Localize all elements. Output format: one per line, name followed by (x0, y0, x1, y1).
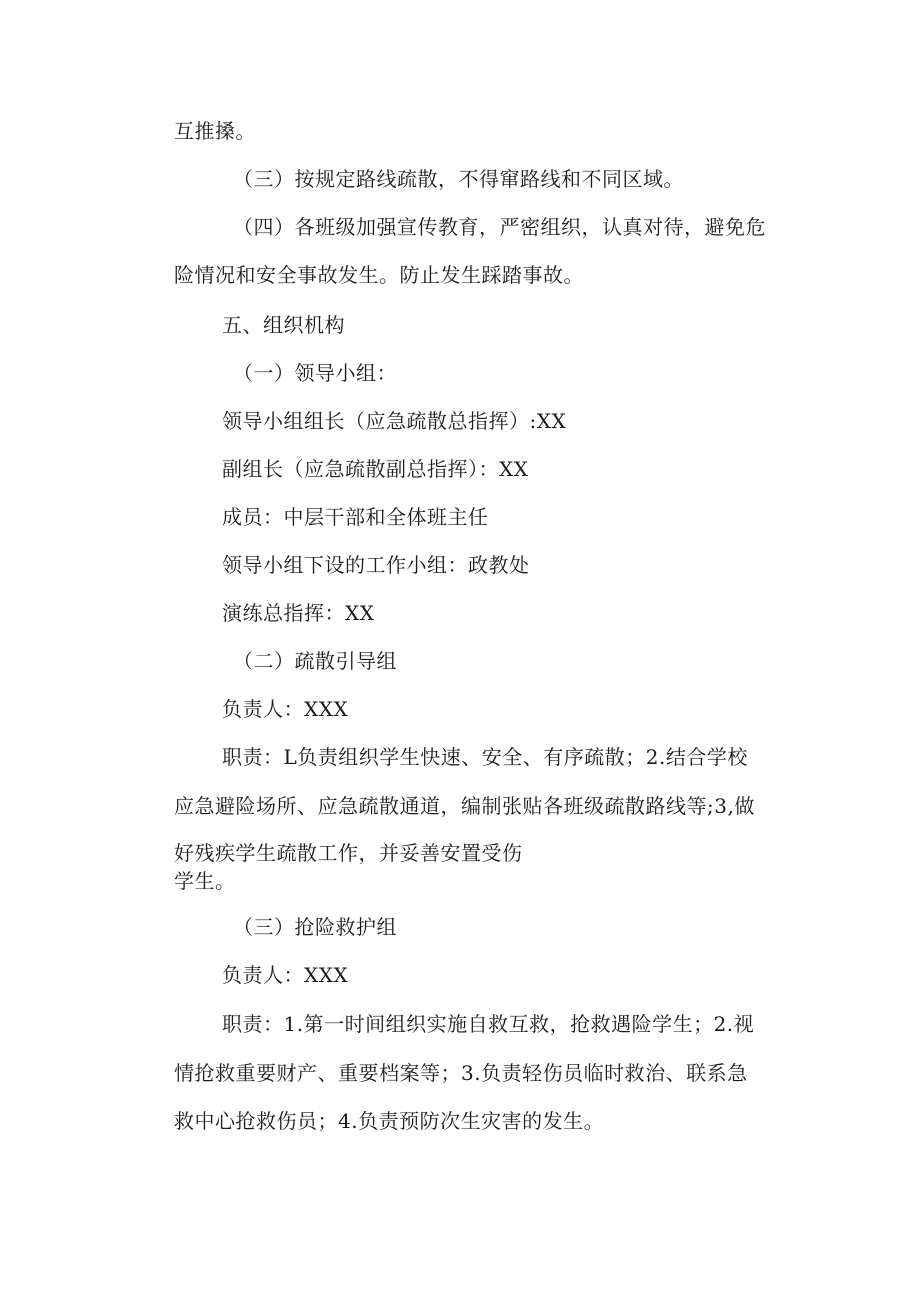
text-line-9: 成员：中层干部和全体班主任 (222, 505, 489, 529)
text-line-19: 负责人：XXX (222, 963, 349, 987)
text-line-20: 职责：1.第一时间组织实施自救互救，抢救遇险学生；2.视 (222, 1012, 755, 1036)
text-line-3: （四）各班级加强宣传教育，严密组织，认真对待，避免危 (233, 215, 766, 239)
subsection-heading-3: （三）抢险救护组 (233, 915, 397, 939)
text-line-4: 险情况和安全事故发生。防止发生踩踏事故。 (174, 263, 584, 287)
text-line-17: 学生。 (174, 869, 236, 893)
subsection-heading-1: （一）领导小组： (233, 361, 397, 385)
text-line-7: 领导小组组长（应急疏散总指挥）:XX (222, 409, 567, 433)
text-line-16: 好残疾学生疏散工作，并妥善安置受伤 (174, 841, 523, 865)
text-line-14: 职责：L负责组织学生快速、安全、有序疏散；2.结合学校 (222, 745, 748, 769)
text-line-11: 演练总指挥：XX (222, 601, 375, 625)
text-line-10: 领导小组下设的工作小组：政教处 (222, 553, 530, 577)
text-line-22: 救中心抢救伤员；4.负责预防次生灾害的发生。 (174, 1109, 605, 1133)
text-line-21: 情抢救重要财产、重要档案等；3.负责轻伤员临时救治、联系急 (174, 1061, 748, 1085)
section-heading: 五、组织机构 (222, 313, 345, 337)
subsection-heading-2: （二）疏散引导组 (233, 649, 397, 673)
text-line-13: 负责人：XXX (222, 697, 349, 721)
text-line-15: 应急避险场所、应急疏散通道，编制张贴各班级疏散路线等;3,做 (174, 794, 755, 818)
text-line-2: （三）按规定路线疏散，不得窜路线和不同区域。 (233, 167, 684, 191)
text-line-1: 互推搡。 (174, 119, 256, 143)
text-line-8: 副组长（应急疏散副总指挥）：XX (222, 457, 529, 481)
